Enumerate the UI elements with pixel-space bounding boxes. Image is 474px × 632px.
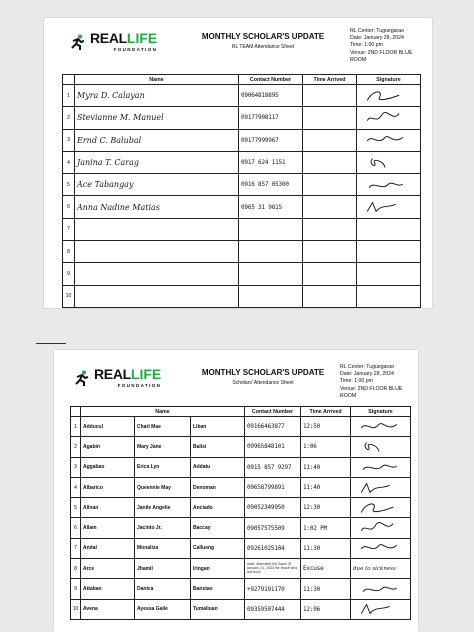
time-cell <box>303 174 357 196</box>
table-row <box>71 599 411 619</box>
contact-cell <box>239 129 303 151</box>
scholars-attendance-sheet <box>54 350 418 632</box>
handwritten-signature <box>353 459 405 475</box>
column-header-contact: Contact Number <box>245 407 301 417</box>
first-name-cell: Queennie May <box>135 477 191 497</box>
contact-cell <box>239 218 303 240</box>
table-row <box>63 151 421 173</box>
handwritten-signature <box>353 439 405 455</box>
last-name-cell: Aggabao <box>81 457 135 477</box>
document-title: MONTHLY SCHOLAR'S UPDATE <box>201 32 325 41</box>
handwritten-name: Ace Tabangay <box>77 180 134 190</box>
handwritten-time: Excuse <box>303 565 324 573</box>
table-row <box>71 579 411 599</box>
signature-cell <box>357 85 421 107</box>
first-name-cell: Ayessa Gaile <box>135 599 191 619</box>
contact-cell <box>239 196 303 218</box>
handwritten-contact: 0915 857 9297 <box>247 463 292 471</box>
column-header-time: Time Arrived <box>303 75 357 85</box>
signature-cell <box>351 498 411 518</box>
time-cell <box>301 518 351 538</box>
table-row <box>63 196 421 218</box>
name-cell <box>75 151 239 173</box>
contact-cell <box>239 263 303 285</box>
signature-cell <box>357 218 421 240</box>
row-number: 3 <box>63 129 75 151</box>
handwritten-signature <box>359 155 411 171</box>
contact-cell <box>245 559 301 579</box>
column-header-name: Name <box>81 407 245 417</box>
attendance-table <box>62 74 421 308</box>
time-cell <box>301 417 351 437</box>
middle-name-cell: Liban <box>191 417 245 437</box>
row-number: 6 <box>71 518 81 538</box>
document-title: MONTHLY SCHOLAR'S UPDATE <box>201 368 325 377</box>
table-row <box>63 85 421 107</box>
handwritten-name: Myra D. Calayan <box>77 91 145 101</box>
first-name-cell: Janile Angelie <box>135 498 191 518</box>
middle-name-cell: Balisi <box>191 437 245 457</box>
column-header-signature: Signature <box>357 75 421 85</box>
handwritten-time: 11:30 <box>303 585 321 593</box>
handwritten-time: 1:06 <box>303 443 317 451</box>
handwritten-signature <box>353 419 405 435</box>
row-number: 8 <box>63 241 75 263</box>
handwritten-name: Janina T. Carag <box>77 158 140 168</box>
contact-cell <box>245 477 301 497</box>
time-cell <box>301 559 351 579</box>
first-name-cell: Erica Lyn <box>135 457 191 477</box>
table-row <box>63 241 421 263</box>
handwritten-contact: 09057575509 <box>247 524 285 532</box>
table-row <box>71 417 411 437</box>
contact-cell <box>245 457 301 477</box>
handwritten-contact: 09965848101 <box>247 443 285 451</box>
handwritten-time: 1:02 PM <box>303 524 327 532</box>
row-number: 7 <box>63 218 75 240</box>
name-cell <box>75 196 239 218</box>
handwritten-signature <box>353 480 405 496</box>
name-cell <box>75 129 239 151</box>
attendance-table <box>70 406 411 620</box>
table-row <box>71 477 411 497</box>
time-cell <box>303 107 357 129</box>
time-cell <box>301 538 351 558</box>
name-cell <box>75 85 239 107</box>
signature-cell <box>357 151 421 173</box>
contact-cell <box>239 241 303 263</box>
rl-team-attendance-sheet <box>44 18 432 308</box>
name-cell <box>75 107 239 129</box>
separator-line <box>36 343 66 344</box>
time-cell <box>303 85 357 107</box>
last-name-cell: Arce <box>81 559 135 579</box>
document-subtitle: RL TEAM Attendance Sheet <box>231 44 295 50</box>
table-row <box>63 285 421 307</box>
row-number: 2 <box>63 107 75 129</box>
handwritten-time: 11:40 <box>303 463 321 471</box>
middle-name-cell: Tumaliuan <box>191 599 245 619</box>
signature-cell <box>357 285 421 307</box>
handwritten-signature <box>353 500 405 516</box>
table-row <box>71 437 411 457</box>
table-row <box>63 129 421 151</box>
contact-cell <box>245 518 301 538</box>
handwritten-signature <box>359 88 411 104</box>
time-cell <box>303 285 357 307</box>
time-cell <box>301 437 351 457</box>
signature-cell <box>351 477 411 497</box>
last-name-cell: Avena <box>81 599 135 619</box>
contact-cell <box>245 417 301 437</box>
first-name-cell: Mary Jane <box>135 437 191 457</box>
signature-cell <box>357 129 421 151</box>
real-life-logo: REALLIFE FOUNDATION <box>74 367 161 389</box>
contact-cell <box>245 498 301 518</box>
row-number: 1 <box>71 417 81 437</box>
handwritten-contact: 09064818895 <box>241 92 279 100</box>
contact-cell <box>239 151 303 173</box>
row-number: 9 <box>71 579 81 599</box>
handwritten-contact: 09261025104 <box>247 544 285 552</box>
name-cell <box>75 218 239 240</box>
event-info: RL Center: Tuguegarao Date: January 28, 2024 Time: 1:00 pm Venue: 2ND FLOOR BLUE ROOM <box>340 364 403 399</box>
signature-cell <box>351 457 411 477</box>
contact-cell <box>245 579 301 599</box>
last-name-cell: Agabin <box>81 437 135 457</box>
signature-cell <box>351 579 411 599</box>
time-cell <box>301 457 351 477</box>
handwritten-signature <box>359 132 411 148</box>
signature-cell <box>357 196 421 218</box>
signature-cell <box>357 174 421 196</box>
row-number: 4 <box>63 151 75 173</box>
middle-name-cell: Callueng <box>191 538 245 558</box>
handwritten-note: due to sickness <box>353 565 396 572</box>
column-header-time: Time Arrived <box>301 407 351 417</box>
signature-cell <box>351 559 411 579</box>
row-number: 4 <box>71 477 81 497</box>
last-name-cell: Albarico <box>81 477 135 497</box>
row-number: 8 <box>71 559 81 579</box>
handwritten-contact: +9279191170 <box>247 585 285 593</box>
handwritten-time: 12:50 <box>303 423 321 431</box>
handwritten-signature <box>359 199 411 215</box>
first-name-cell: Monaliza <box>135 538 191 558</box>
row-number: 5 <box>71 498 81 518</box>
signature-cell <box>351 417 411 437</box>
handwritten-name: Stevianne M. Manuel <box>77 113 164 123</box>
middle-name-cell: Addatu <box>191 457 245 477</box>
contact-cell <box>239 85 303 107</box>
middle-name-cell: Iringan <box>191 559 245 579</box>
first-name-cell: Danica <box>135 579 191 599</box>
table-row <box>63 263 421 285</box>
time-cell <box>301 477 351 497</box>
handwritten-name: Anna Nadine Matias <box>77 202 160 212</box>
document-subtitle: Scholars' Attendance Sheet <box>232 380 294 386</box>
last-name-cell: Adducul <box>81 417 135 437</box>
handwritten-contact: 09359507444 <box>247 605 285 613</box>
contact-cell <box>245 599 301 619</box>
row-number: 1 <box>63 85 75 107</box>
last-name-cell: Andal <box>81 538 135 558</box>
column-header-contact: Contact Number <box>239 75 303 85</box>
running-figure-icon <box>70 34 86 50</box>
first-name-cell: Jacinto Jr. <box>135 518 191 538</box>
signature-cell <box>351 437 411 457</box>
running-figure-icon <box>74 370 90 386</box>
middle-name-cell: Baccay <box>191 518 245 538</box>
handwritten-time: 11:30 <box>303 544 321 552</box>
row-number: 9 <box>63 263 75 285</box>
last-name-cell: Allnan <box>81 498 135 518</box>
handwritten-signature <box>359 177 411 193</box>
handwritten-contact: 09166463877 <box>247 423 285 431</box>
handwritten-signature <box>353 540 405 556</box>
handwritten-signature <box>353 601 405 617</box>
time-cell <box>303 129 357 151</box>
row-number: 2 <box>71 437 81 457</box>
row-number: 6 <box>63 196 75 218</box>
table-row <box>71 457 411 477</box>
table-row <box>63 218 421 240</box>
table-row <box>71 538 411 558</box>
middle-name-cell: Denoman <box>191 477 245 497</box>
contact-cell <box>245 437 301 457</box>
name-cell <box>75 174 239 196</box>
table-row <box>63 174 421 196</box>
time-cell <box>303 218 357 240</box>
middle-name-cell: Banstao <box>191 579 245 599</box>
table-row <box>71 518 411 538</box>
handwritten-contact: 0916 857 05300 <box>241 181 289 189</box>
contact-cell <box>239 107 303 129</box>
middle-name-cell: Anciado <box>191 498 245 518</box>
handwritten-name: Ernd C. Balubal <box>77 135 142 145</box>
signature-cell <box>351 518 411 538</box>
column-header-name: Name <box>75 75 239 85</box>
time-cell <box>303 263 357 285</box>
time-cell <box>301 599 351 619</box>
signature-cell <box>357 107 421 129</box>
table-row <box>63 107 421 129</box>
row-number: 3 <box>71 457 81 477</box>
handwritten-time: 12:30 <box>303 504 321 512</box>
time-cell <box>303 196 357 218</box>
column-header-signature: Signature <box>351 407 411 417</box>
row-number: 10 <box>63 285 75 307</box>
signature-cell <box>351 538 411 558</box>
handwritten-signature <box>353 581 405 597</box>
handwritten-time: 11:40 <box>303 484 321 492</box>
name-cell <box>75 263 239 285</box>
time-cell <box>303 151 357 173</box>
handwritten-time: 12:06 <box>303 605 321 613</box>
event-info: RL Center: Tuguegarao Date: January 28, 2024 Time: 1:00 pm Venue: 2ND FLOOR BLUE ROOM <box>350 28 413 63</box>
handwritten-signature <box>353 520 405 536</box>
first-name-cell: Jhamil <box>135 559 191 579</box>
name-cell <box>75 285 239 307</box>
last-name-cell: Allam <box>81 518 135 538</box>
contact-cell <box>239 174 303 196</box>
table-row <box>71 559 411 579</box>
time-cell <box>301 579 351 599</box>
handwritten-contact: 09177908117 <box>241 114 279 122</box>
table-row <box>71 498 411 518</box>
first-name-cell: Charl Mae <box>135 417 191 437</box>
handwritten-signature <box>359 110 411 126</box>
signature-cell <box>351 599 411 619</box>
time-cell <box>303 241 357 263</box>
handwritten-contact: 0965 31 9815 <box>241 203 282 211</box>
name-cell <box>75 241 239 263</box>
real-life-logo: REALLIFE FOUNDATION <box>70 31 157 53</box>
handwritten-contact: 09177999967 <box>241 136 279 144</box>
handwritten-contact: 09052349950 <box>247 504 285 512</box>
row-number: 5 <box>63 174 75 196</box>
signature-cell <box>357 263 421 285</box>
contact-cell <box>245 538 301 558</box>
handwritten-note: note: Attended Via Zoom @ January 21, 2024 for those who are busy <box>247 562 298 574</box>
row-number: 10 <box>71 599 81 619</box>
time-cell <box>301 498 351 518</box>
contact-cell <box>239 285 303 307</box>
signature-cell <box>357 241 421 263</box>
handwritten-contact: 09658799891 <box>247 484 285 492</box>
handwritten-contact: 0917 624 1151 <box>241 159 286 167</box>
row-number: 7 <box>71 538 81 558</box>
last-name-cell: Attaban <box>81 579 135 599</box>
